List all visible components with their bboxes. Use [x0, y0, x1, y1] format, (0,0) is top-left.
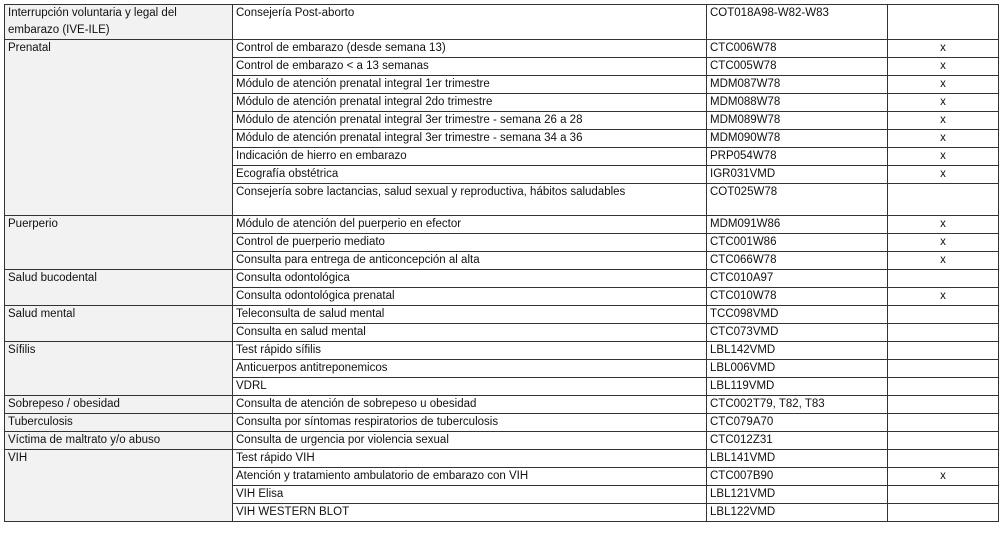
code-cell: MDM089W78 [707, 112, 888, 130]
service-cell: Consulta en salud mental [233, 324, 707, 342]
mark-cell [888, 270, 999, 288]
service-cell: Módulo de atención prenatal integral 3er trimestre - semana 26 a 28 [233, 112, 707, 130]
service-cell: Ecografía obstétrica [233, 166, 707, 184]
code-cell: CTC066W78 [707, 252, 888, 270]
mark-cell [888, 342, 999, 360]
mark-cell [888, 378, 999, 396]
mark-cell [888, 184, 999, 216]
mark-cell: x [888, 288, 999, 306]
code-cell: CTC007B90 [707, 468, 888, 486]
table-row [5, 342, 999, 360]
category-cell: Prenatal [5, 40, 233, 216]
service-cell: Consulta de urgencia por violencia sexual [233, 432, 707, 450]
table-row [5, 450, 999, 468]
code-cell: COT025W78 [707, 184, 888, 216]
code-cell: LBL006VMD [707, 360, 888, 378]
code-cell: CTC073VMD [707, 324, 888, 342]
code-cell: CTC012Z31 [707, 432, 888, 450]
mark-cell [888, 504, 999, 522]
code-cell: TCC098VMD [707, 306, 888, 324]
category-cell: Sobrepeso / obesidad [5, 396, 233, 414]
code-cell: MDM090W78 [707, 130, 888, 148]
mark-cell: x [888, 252, 999, 270]
code-cell: CTC079A70 [707, 414, 888, 432]
service-cell: Consulta odontológica prenatal [233, 288, 707, 306]
service-cell: Consulta para entrega de anticoncepción al alta [233, 252, 707, 270]
category-cell: Tuberculosis [5, 414, 233, 432]
service-cell: VIH WESTERN BLOT [233, 504, 707, 522]
mark-cell [888, 5, 999, 40]
code-cell: LBL142VMD [707, 342, 888, 360]
code-cell: PRP054W78 [707, 148, 888, 166]
table-row [5, 432, 999, 450]
mark-cell: x [888, 40, 999, 58]
category-cell: Salud bucodental [5, 270, 233, 306]
table-row [5, 396, 999, 414]
code-cell: MDM088W78 [707, 94, 888, 112]
mark-cell [888, 450, 999, 468]
services-table-body [5, 5, 999, 522]
code-cell: LBL122VMD [707, 504, 888, 522]
code-cell: LBL121VMD [707, 486, 888, 504]
mark-cell [888, 396, 999, 414]
code-cell: CTC002T79, T82, T83 [707, 396, 888, 414]
mark-cell [888, 360, 999, 378]
table-row [5, 40, 999, 58]
table-row [5, 5, 999, 40]
mark-cell: x [888, 58, 999, 76]
category-cell: Puerperio [5, 216, 233, 270]
code-cell: COT018A98-W82-W83 [707, 5, 888, 40]
service-cell: Control de puerperio mediato [233, 234, 707, 252]
mark-cell [888, 432, 999, 450]
category-cell: VIH [5, 450, 233, 522]
service-cell: Test rápido VIH [233, 450, 707, 468]
service-cell: Test rápido sífilis [233, 342, 707, 360]
mark-cell [888, 306, 999, 324]
table-row [5, 414, 999, 432]
service-cell: Módulo de atención prenatal integral 3er trimestre - semana 34 a 36 [233, 130, 707, 148]
code-cell: CTC006W78 [707, 40, 888, 58]
category-cell: Salud mental [5, 306, 233, 342]
category-cell: Interrupción voluntaria y legal del embarazo (IVE-ILE) [5, 5, 233, 40]
code-cell: CTC005W78 [707, 58, 888, 76]
services-table [4, 4, 999, 522]
code-cell: MDM087W78 [707, 76, 888, 94]
service-cell: Módulo de atención prenatal integral 2do trimestre [233, 94, 707, 112]
code-cell: IGR031VMD [707, 166, 888, 184]
mark-cell [888, 486, 999, 504]
mark-cell: x [888, 234, 999, 252]
mark-cell: x [888, 130, 999, 148]
service-cell: VIH Elisa [233, 486, 707, 504]
code-cell: CTC001W86 [707, 234, 888, 252]
service-cell: Indicación de hierro en embarazo [233, 148, 707, 166]
mark-cell: x [888, 112, 999, 130]
code-cell: LBL141VMD [707, 450, 888, 468]
service-cell: Consulta por síntomas respiratorios de tuberculosis [233, 414, 707, 432]
code-cell: CTC010W78 [707, 288, 888, 306]
table-row [5, 306, 999, 324]
category-cell: Sífilis [5, 342, 233, 396]
code-cell: LBL119VMD [707, 378, 888, 396]
services-table-container [4, 4, 999, 522]
code-cell: CTC010A97 [707, 270, 888, 288]
mark-cell: x [888, 468, 999, 486]
service-cell: Teleconsulta de salud mental [233, 306, 707, 324]
mark-cell [888, 414, 999, 432]
service-cell: Consejería sobre lactancias, salud sexual y reproductiva, hábitos saludables [233, 184, 707, 216]
mark-cell [888, 324, 999, 342]
service-cell: Consejería Post-aborto [233, 5, 707, 40]
mark-cell: x [888, 216, 999, 234]
service-cell: Consulta odontológica [233, 270, 707, 288]
service-cell: Módulo de atención del puerperio en efector [233, 216, 707, 234]
service-cell: Control de embarazo (desde semana 13) [233, 40, 707, 58]
table-row [5, 216, 999, 234]
mark-cell: x [888, 76, 999, 94]
code-cell: MDM091W86 [707, 216, 888, 234]
mark-cell: x [888, 148, 999, 166]
service-cell: Módulo de atención prenatal integral 1er trimestre [233, 76, 707, 94]
table-row [5, 270, 999, 288]
service-cell: Anticuerpos antitreponemicos [233, 360, 707, 378]
category-cell: Víctima de maltrato y/o abuso [5, 432, 233, 450]
mark-cell: x [888, 166, 999, 184]
service-cell: Atención y tratamiento ambulatorio de embarazo con VIH [233, 468, 707, 486]
service-cell: VDRL [233, 378, 707, 396]
service-cell: Control de embarazo < a 13 semanas [233, 58, 707, 76]
mark-cell: x [888, 94, 999, 112]
service-cell: Consulta de atención de sobrepeso u obesidad [233, 396, 707, 414]
